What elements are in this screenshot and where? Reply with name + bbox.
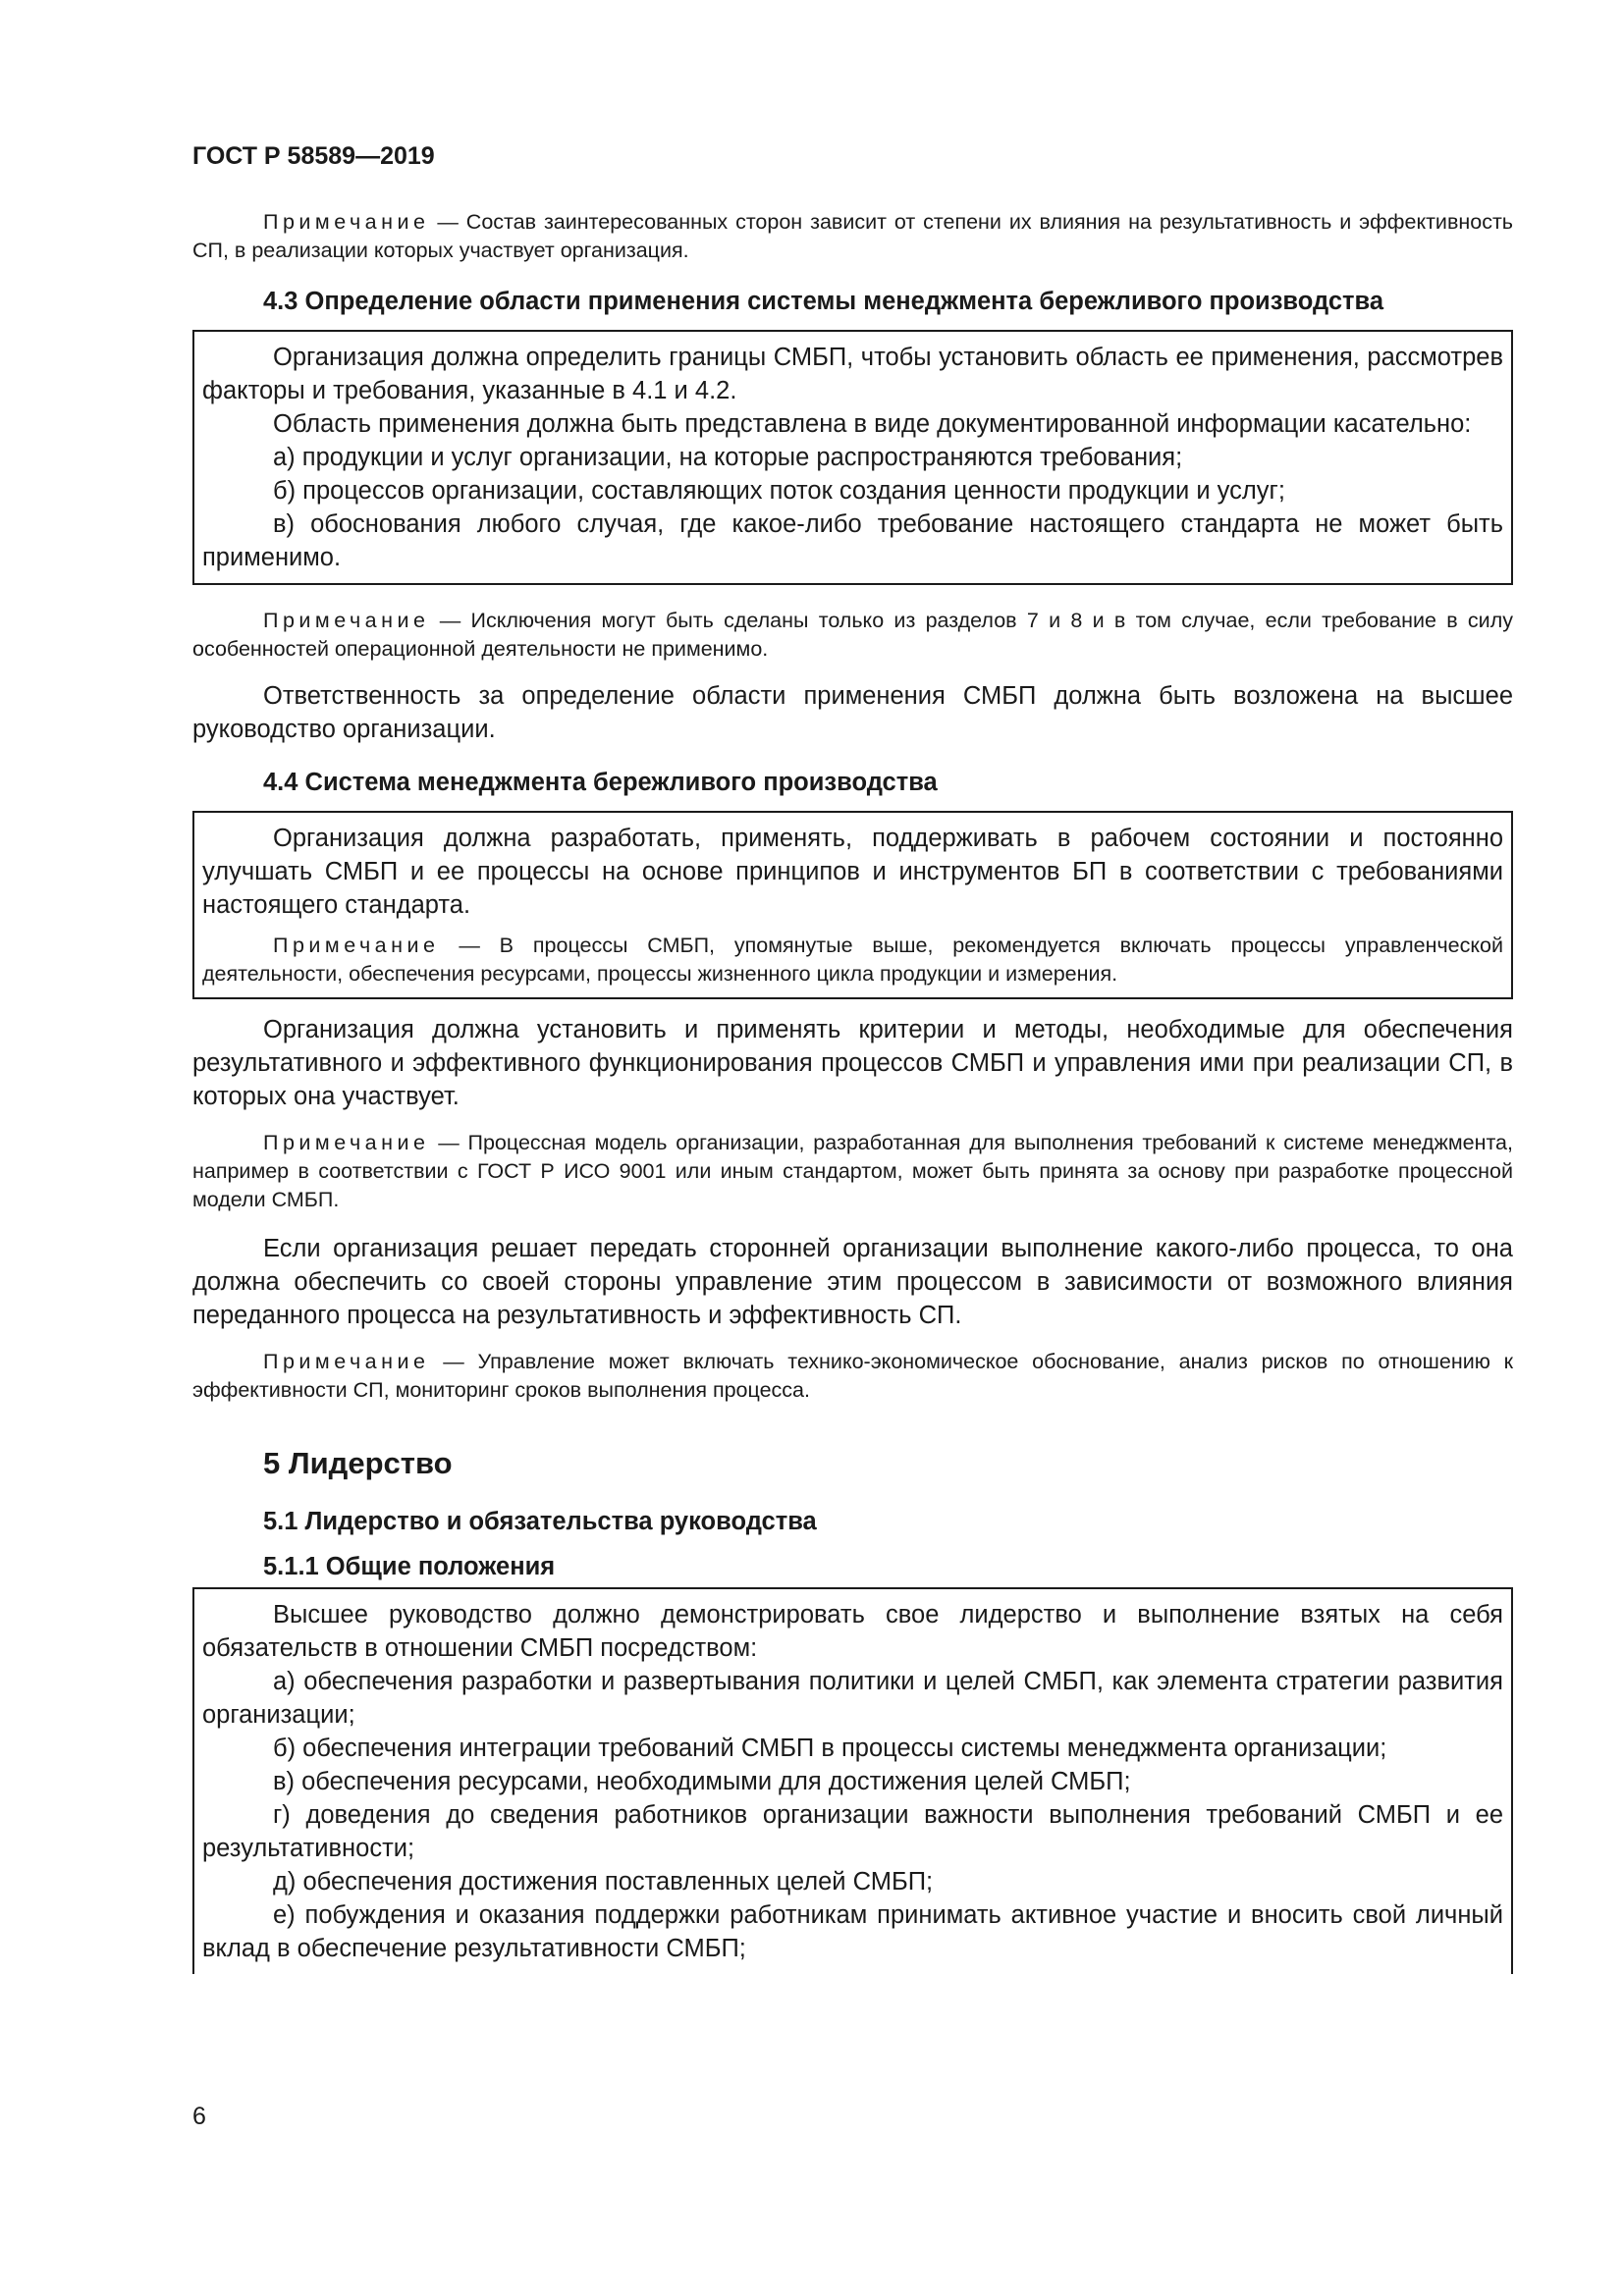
page-content [192, 142, 1513, 1974]
list-item: б) обеспечения интеграции требований СМБП в процессы системы менеджмента организации; [273, 1735, 1387, 1762]
requirements-box-4-3 [192, 330, 1513, 585]
section-heading-5-1-1: 5.1.1 Общие положения [263, 1553, 556, 1580]
note [192, 607, 1513, 664]
section-heading-4-3: 4.3 Определение области применения системы менеджмента бережливого производства [263, 288, 1384, 315]
note [192, 208, 1513, 265]
page-number: 6 [192, 2103, 206, 2130]
note [192, 1348, 1513, 1405]
section-heading-5: 5 Лидерство [263, 1446, 453, 1480]
requirements-box-5-1-1 [192, 1587, 1513, 1974]
note-text: — Процессная модель организации, разработанная для выполнения требований к системе менеджмента, например в соответствии с ГОСТ Р ИСО 9001 или иным стандартом, может быть принята за основу при разработке процессной модели СМБП. [192, 1131, 1513, 1211]
list-item: е) побуждения и оказания поддержки работникам принимать активное участие и вносить свой личный вклад в обеспечение результативности СМБП; [202, 1901, 1503, 1962]
note-label: Примечание [263, 609, 430, 632]
requirements-box-4-4 [192, 811, 1513, 999]
list-item: г) доведения до сведения работников организации важности выполнения требований СМБП и ее результативности; [202, 1801, 1503, 1862]
section-heading-5-1: 5.1 Лидерство и обязательства руководства [263, 1508, 817, 1535]
note [192, 1129, 1513, 1214]
note-text: — Состав заинтересованных сторон зависит от степени их влияния на результативность и эффективность СП, в реализации которых участвует организация. [192, 210, 1513, 262]
paragraph: Если организация решает передать сторонней организации выполнение какого-либо процесса, то она должна обеспечить со своей стороны управление этим процессом в зависимости от возможного влияния переданного процесса на результативность и эффективность СП. [192, 1235, 1513, 1329]
list-item: а) продукции и услуг организации, на которые распространяются требования; [273, 444, 1183, 471]
list-item: в) обеспечения ресурсами, необходимыми для достижения целей СМБП; [273, 1768, 1131, 1795]
note-text: — Управление может включать технико-экономическое обоснование, анализ рисков по отношению к эффективности СП, мониторинг сроков выполнения процесса. [192, 1350, 1513, 1402]
note-text: — В процессы СМБП, упомянутые выше, рекомендуется включать процессы управленческой деятельности, обеспечения ресурсами, процессы жизненного цикла продукции и измерения. [202, 934, 1503, 986]
note-label: Примечание [263, 1131, 430, 1154]
note-text: — Исключения могут быть сделаны только из разделов 7 и 8 и в том случае, если требование в силу особенностей операционной деятельности не применимо. [192, 609, 1513, 661]
list-item: б) процессов организации, составляющих поток создания ценности продукции и услуг; [273, 477, 1285, 505]
box-paragraph: Организация должна определить границы СМБП, чтобы установить область ее применения, рассмотрев факторы и требования, указанные в 4.1 и 4.2. [202, 344, 1503, 404]
note-label: Примечание [263, 1350, 430, 1373]
paragraph: Организация должна установить и применять критерии и методы, необходимые для обеспечения результативного и эффективного функционирования процессов СМБП и управления ими при реализации СП, в которых она участвует. [192, 1016, 1513, 1110]
note-label: Примечание [273, 934, 440, 957]
list-item: а) обеспечения разработки и развертывания политики и целей СМБП, как элемента стратегии развития организации; [202, 1668, 1503, 1729]
paragraph: Ответственность за определение области применения СМБП должна быть возложена на высшее руководство организации. [192, 682, 1513, 743]
box-paragraph: Высшее руководство должно демонстрировать свое лидерство и выполнение взятых на себя обязательств в отношении СМБП посредством: [202, 1601, 1503, 1662]
box-paragraph: Область применения должна быть представлена в виде документированной информации касательно: [273, 410, 1472, 438]
list-item: д) обеспечения достижения поставленных целей СМБП; [273, 1868, 934, 1896]
box-note [202, 932, 1503, 988]
list-item: в) обоснования любого случая, где какое-либо требование настоящего стандарта не может быть применимо. [202, 510, 1503, 571]
note-label: Примечание [263, 210, 430, 234]
section-heading-4-4: 4.4 Система менеджмента бережливого производства [263, 769, 938, 796]
box-paragraph: Организация должна разработать, применять, поддерживать в рабочем состоянии и постоянно улучшать СМБП и ее процессы на основе принципов и инструментов БП в соответствии с требованиями настоящего стандарта. [202, 825, 1503, 919]
document-header: ГОСТ Р 58589—2019 [192, 142, 435, 170]
